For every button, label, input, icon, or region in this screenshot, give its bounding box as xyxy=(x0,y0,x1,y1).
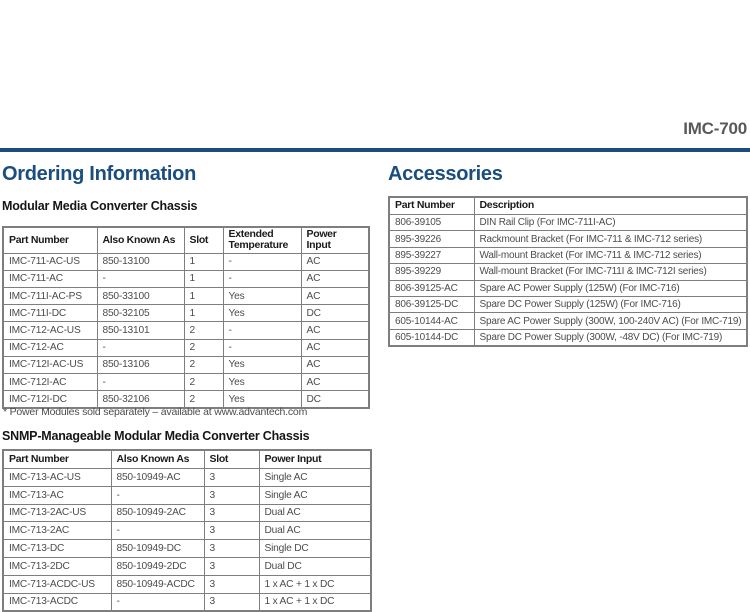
table-cell: IMC-713-ACDC xyxy=(3,593,111,611)
table-cell: 806-39125-DC xyxy=(389,296,474,312)
table-cell: 1 xyxy=(184,288,223,305)
table-cell: DC xyxy=(301,305,369,322)
table-cell: - xyxy=(111,486,204,504)
table-cell: Wall-mount Bracket (For IMC-711 & IMC-712 series) xyxy=(474,247,747,263)
table-cell: IMC-712-AC-US xyxy=(3,322,97,339)
table-cell: 3 xyxy=(204,486,259,504)
table-cell: Rackmount Bracket (For IMC-711 & IMC-712 series) xyxy=(474,231,747,247)
table-cell: 850-10949-ACDC xyxy=(111,575,204,593)
column-header: Power Input xyxy=(259,450,371,469)
snmp-chassis-table xyxy=(2,449,372,612)
table-cell: Yes xyxy=(223,356,301,373)
table-row xyxy=(3,339,369,356)
table-cell: IMC-713-AC-US xyxy=(3,469,111,487)
column-header: Slot xyxy=(204,450,259,469)
table-cell: - xyxy=(223,339,301,356)
column-header: Part Number xyxy=(389,197,474,215)
table-row xyxy=(3,270,369,287)
chassis-table xyxy=(2,226,370,409)
table-cell: DIN Rail Clip (For IMC-711I-AC) xyxy=(474,215,747,231)
table-cell: IMC-711-AC-US xyxy=(3,253,97,270)
accessories-table xyxy=(388,196,748,347)
table-cell: IMC-713-DC xyxy=(3,540,111,558)
power-modules-footnote: * Power Modules sold separately – available at www.advantech.com xyxy=(3,406,308,418)
table-cell: 3 xyxy=(204,469,259,487)
table-cell: 2 xyxy=(184,391,223,409)
table-cell: IMC-712I-AC xyxy=(3,373,97,390)
table-row xyxy=(389,280,747,296)
table-cell: 3 xyxy=(204,593,259,611)
table-cell: IMC-711-AC xyxy=(3,270,97,287)
table-header-row xyxy=(389,197,747,215)
table-cell: 2 xyxy=(184,339,223,356)
table-cell: Single DC xyxy=(259,540,371,558)
section-title-accessories: Accessories xyxy=(388,163,503,185)
table-cell: AC xyxy=(301,270,369,287)
table-cell: AC xyxy=(301,356,369,373)
table-cell: 605-10144-AC xyxy=(389,313,474,329)
table-cell: AC xyxy=(301,288,369,305)
table-cell: 850-10949-2DC xyxy=(111,557,204,575)
table-cell: 3 xyxy=(204,504,259,522)
table-cell: 1 xyxy=(184,270,223,287)
table-cell: Yes xyxy=(223,305,301,322)
table-cell: 850-13106 xyxy=(97,356,184,373)
table-cell: IMC-713-ACDC-US xyxy=(3,575,111,593)
table-row xyxy=(389,264,747,280)
table-row xyxy=(389,296,747,312)
table-cell: 850-10949-AC xyxy=(111,469,204,487)
table-cell: Spare AC Power Supply (300W, 100-240V AC) (For IMC-719) xyxy=(474,313,747,329)
table-cell: 806-39125-AC xyxy=(389,280,474,296)
table-header-row xyxy=(3,227,369,253)
snmp-table-heading: SNMP-Manageable Modular Media Converter Chassis xyxy=(2,429,310,443)
section-title-ordering-information: Ordering Information xyxy=(2,163,197,185)
table-row xyxy=(3,305,369,322)
table-cell: 1 x AC + 1 x DC xyxy=(259,575,371,593)
table-cell: 605-10144-DC xyxy=(389,329,474,346)
table-cell: - xyxy=(223,270,301,287)
table-cell: - xyxy=(111,593,204,611)
table-cell: IMC-712I-DC xyxy=(3,391,97,409)
table-cell: IMC-713-2AC-US xyxy=(3,504,111,522)
table-cell: Dual DC xyxy=(259,557,371,575)
column-header: Part Number xyxy=(3,450,111,469)
table-cell: 850-13100 xyxy=(97,253,184,270)
table-cell: IMC-713-AC xyxy=(3,486,111,504)
table-row xyxy=(3,373,369,390)
column-header: Extended Temperature xyxy=(223,227,301,253)
table-cell: IMC-712I-AC-US xyxy=(3,356,97,373)
table-cell: AC xyxy=(301,253,369,270)
table-row xyxy=(3,469,371,487)
page-title: IMC-700 xyxy=(683,119,747,138)
table-row xyxy=(3,575,371,593)
column-header: Also Known As xyxy=(97,227,184,253)
table-cell: Spare AC Power Supply (125W) (For IMC-716) xyxy=(474,280,747,296)
table-cell: 1 xyxy=(184,253,223,270)
table-header-row xyxy=(3,450,371,469)
table-cell: 895-39227 xyxy=(389,247,474,263)
table-cell: Yes xyxy=(223,391,301,409)
table-cell: 3 xyxy=(204,540,259,558)
table-cell: - xyxy=(97,373,184,390)
table-cell: 1 x AC + 1 x DC xyxy=(259,593,371,611)
table-cell: Dual AC xyxy=(259,504,371,522)
table-row xyxy=(3,253,369,270)
column-header: Power Input xyxy=(301,227,369,253)
table-row xyxy=(389,231,747,247)
table-cell: 2 xyxy=(184,373,223,390)
table-cell: - xyxy=(97,339,184,356)
table-cell: 3 xyxy=(204,522,259,540)
table-cell: IMC-711I-AC-PS xyxy=(3,288,97,305)
table-row xyxy=(3,557,371,575)
table-row xyxy=(389,247,747,263)
table-row xyxy=(3,540,371,558)
table-cell: 850-32105 xyxy=(97,305,184,322)
table-cell: 2 xyxy=(184,322,223,339)
table-cell: Wall-mount Bracket (For IMC-711I & IMC-712I series) xyxy=(474,264,747,280)
table-cell: Yes xyxy=(223,288,301,305)
table-row xyxy=(3,504,371,522)
table-row xyxy=(389,329,747,346)
column-header: Slot xyxy=(184,227,223,253)
table-cell: AC xyxy=(301,322,369,339)
table-row xyxy=(389,313,747,329)
column-header: Also Known As xyxy=(111,450,204,469)
table-cell: - xyxy=(111,522,204,540)
table-cell: Yes xyxy=(223,373,301,390)
table-cell: 806-39105 xyxy=(389,215,474,231)
header-rule xyxy=(0,148,750,152)
table-cell: 850-32106 xyxy=(97,391,184,409)
table-row xyxy=(3,288,369,305)
table-cell: 850-10949-DC xyxy=(111,540,204,558)
table-cell: 850-10949-2AC xyxy=(111,504,204,522)
table-cell: Single AC xyxy=(259,469,371,487)
table-cell: - xyxy=(223,322,301,339)
table-cell: DC xyxy=(301,391,369,409)
table-row xyxy=(3,593,371,611)
table-row xyxy=(389,215,747,231)
table-cell: Spare DC Power Supply (300W, -48V DC) (For IMC-719) xyxy=(474,329,747,346)
table-cell: AC xyxy=(301,339,369,356)
table-cell: - xyxy=(223,253,301,270)
table-cell: Single AC xyxy=(259,486,371,504)
table-cell: 3 xyxy=(204,575,259,593)
table-cell: IMC-712-AC xyxy=(3,339,97,356)
table-cell: 3 xyxy=(204,557,259,575)
table-cell: 895-39226 xyxy=(389,231,474,247)
table-cell: 2 xyxy=(184,356,223,373)
chassis-table-heading: Modular Media Converter Chassis xyxy=(2,199,198,213)
table-cell: 1 xyxy=(184,305,223,322)
table-cell: Spare DC Power Supply (125W) (For IMC-716) xyxy=(474,296,747,312)
table-cell: 850-13101 xyxy=(97,322,184,339)
table-row xyxy=(3,486,371,504)
table-cell: 850-33100 xyxy=(97,288,184,305)
column-header: Part Number xyxy=(3,227,97,253)
table-cell: IMC-711I-DC xyxy=(3,305,97,322)
table-row xyxy=(3,356,369,373)
table-cell: IMC-713-2DC xyxy=(3,557,111,575)
column-header: Description xyxy=(474,197,747,215)
table-row xyxy=(3,322,369,339)
table-cell: AC xyxy=(301,373,369,390)
table-row xyxy=(3,522,371,540)
table-cell: IMC-713-2AC xyxy=(3,522,111,540)
table-cell: - xyxy=(97,270,184,287)
table-cell: 895-39229 xyxy=(389,264,474,280)
table-cell: Dual AC xyxy=(259,522,371,540)
